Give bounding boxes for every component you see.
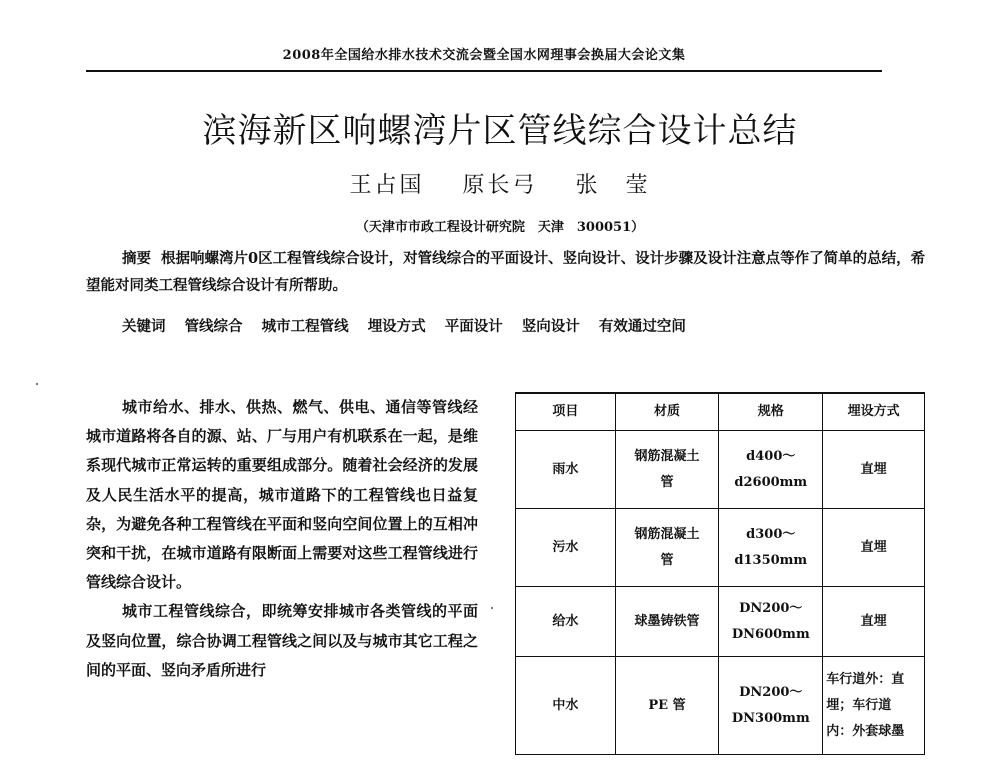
author: 张 莹 [575, 173, 651, 198]
table-cell-spec [719, 657, 823, 755]
spec-line: d2600mm [734, 474, 808, 490]
paper-title: 滨海新区响螺湾片区管线综合设计总结 [202, 111, 798, 151]
keyword: 有效通过空间 [598, 318, 686, 335]
table-row [516, 587, 925, 657]
table-cell-method [823, 657, 925, 755]
material-line: 管 [660, 552, 674, 568]
material-line: 钢筋混凝土 [634, 526, 700, 542]
author: 王占国 [349, 173, 425, 198]
spec-line: d1350mm [734, 552, 808, 568]
keywords [122, 313, 922, 340]
body-paragraph: 城市给水、排水、供热、燃气、供电、通信等管线经城市道路将各自的源、站、厂与用户有机联系在一起，是维系现代城市正常运转的重要组成部分。随着社会经济的发展及人民生活水平的提高，城市道路下的工程管线也日益复杂，为避免各种工程管线在平面和竖向空间位置上的互相冲突和干扰，在城市道路有限断面上需要对这些工程管线进行管线综合设计。 [86, 398, 478, 592]
table-cell-item: 污水 [516, 509, 616, 587]
keywords-label: 关键词 [122, 318, 166, 335]
table-cell-material: PE 管 [615, 657, 719, 755]
table-row [516, 431, 925, 509]
table-cell-material [615, 509, 719, 587]
material-line: 管 [660, 474, 674, 490]
material-line: 钢筋混凝土 [634, 448, 700, 464]
spec-line: d300～ [746, 526, 796, 542]
header-rule [86, 70, 882, 72]
abstract-text: 根据响螺湾片0区工程管线综合设计，对管线综合的平面设计、竖向设计、设计步骤及设计注意点等作了简单的总结，希望能对同类工程管线综合设计有所帮助。 [86, 250, 926, 294]
table-cell-spec [719, 509, 823, 587]
body-paragraph: 城市工程管线综合，即统筹安排城市各类管线的平面及竖向位置，综合协调工程管线之间以及与城市其它工程之间的平面、竖向矛盾所进行 [86, 602, 478, 679]
method-line: 内：外套球墨 [826, 723, 905, 739]
abstract [86, 245, 926, 299]
table-header-row [516, 393, 925, 431]
table-cell-spec [719, 431, 823, 509]
table-header-cell: 材质 [615, 393, 719, 431]
scan-speck [491, 607, 493, 609]
table-cell-item: 中水 [516, 657, 616, 755]
table-cell-item: 雨水 [516, 431, 616, 509]
keyword: 平面设计 [444, 318, 503, 335]
table-cell-material [615, 431, 719, 509]
method-line: 车行道外：直 [826, 671, 905, 687]
keyword: 城市工程管线 [261, 318, 349, 335]
table-header-cell: 埋设方式 [823, 393, 925, 431]
spec-line: d400～ [746, 448, 796, 464]
table-cell-method: 直埋 [823, 587, 925, 657]
table-cell-item: 给水 [516, 587, 616, 657]
spec-line: DN300mm [731, 710, 810, 726]
body-text-column [86, 393, 478, 685]
keyword: 埋设方式 [367, 318, 426, 335]
spec-line: DN200～ [739, 684, 803, 700]
table-header-cell: 项目 [516, 393, 616, 431]
affiliation: （天津市市政工程设计研究院 天津 300051） [355, 220, 645, 235]
keyword: 竖向设计 [521, 318, 580, 335]
spec-line: DN600mm [731, 626, 810, 642]
abstract-label: 摘要 [122, 250, 151, 267]
table-row [516, 509, 925, 587]
method-line: 埋；车行道 [826, 697, 892, 713]
scan-speck [36, 383, 38, 385]
author-list [0, 168, 1000, 199]
table-cell-material: 球墨铸铁管 [615, 587, 719, 657]
table-header-cell: 规格 [719, 393, 823, 431]
table-cell-method: 直埋 [823, 431, 925, 509]
table-cell-spec [719, 587, 823, 657]
table-cell-method: 直埋 [823, 509, 925, 587]
table-row [516, 657, 925, 755]
keyword: 管线综合 [184, 318, 243, 335]
running-header: 2008年全国给水排水技术交流会暨全国水网理事会换届大会论文集 [282, 48, 686, 63]
author: 原长弓 [462, 173, 538, 198]
spec-line: DN200～ [739, 600, 803, 616]
pipeline-table [515, 392, 925, 755]
